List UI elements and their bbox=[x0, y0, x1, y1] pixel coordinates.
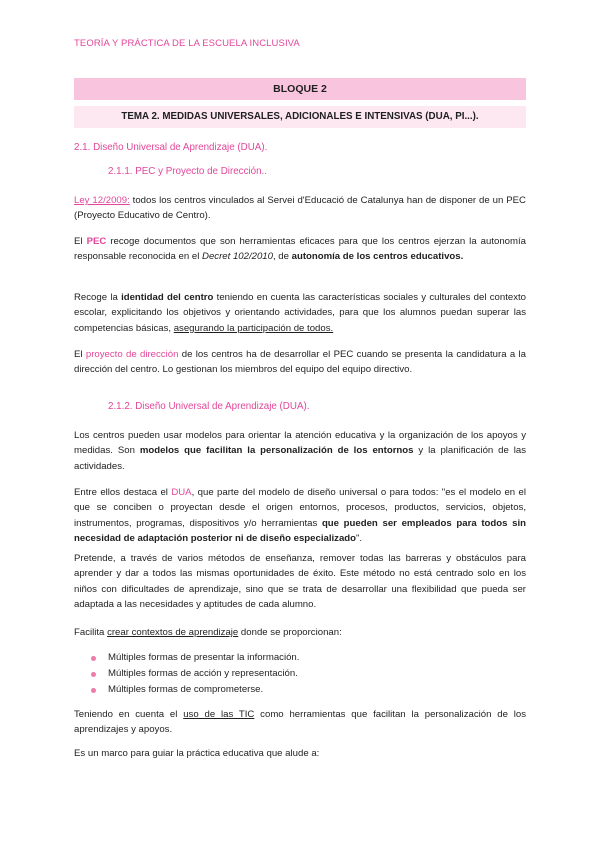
list-item-text: Múltiples formas de acción y representación. bbox=[108, 668, 298, 679]
underlined-text: asegurando la participación de todos. bbox=[173, 322, 334, 334]
list-item-text: Múltiples formas de comprometerse. bbox=[108, 684, 264, 695]
paragraph-ley bbox=[74, 193, 526, 224]
bold-text: que pueden ser empleados para todos sin necesidad de adaptación posterior ni de diseño especializado bbox=[74, 517, 527, 545]
pec-term: PEC bbox=[86, 236, 107, 247]
section-heading-2-1-1: 2.1.1. PEC y Proyecto de Dirección.. bbox=[108, 166, 267, 177]
topic-title: TEMA 2. MEDIDAS UNIVERSALES, ADICIONALES E INTENSIVAS (DUA, PI...). bbox=[74, 106, 526, 128]
paragraph-text: y la planificación de las actividades. bbox=[74, 445, 526, 472]
paragraph-pretende: Pretende, a través de varios métodos de enseñanza, remover todas las barreras y obstáculos para aprender y dar a todos las mismas oportunidades de éxito. Este método no está centrado solo en los niños con dificultades de aprendizaje, sino que se trata de desarrollar una flexibilidad que pueda ser adaptada a las necesidades y aptitudes de cada alumno. bbox=[74, 553, 526, 611]
underlined-text: crear contextos de aprendizaje bbox=[107, 627, 239, 638]
paragraph-tic bbox=[74, 707, 526, 738]
block-title: BLOQUE 2 bbox=[74, 78, 526, 100]
list-item bbox=[74, 650, 526, 666]
paragraph-text: Entre ellos destaca el bbox=[74, 487, 172, 498]
paragraph-text: El bbox=[74, 349, 86, 360]
pink-term: proyecto de dirección bbox=[85, 349, 179, 360]
paragraph-identidad bbox=[74, 290, 526, 336]
pink-term: DUA bbox=[171, 487, 192, 498]
bullet-icon bbox=[91, 688, 96, 693]
law-link[interactable]: Ley 12/2009: bbox=[74, 195, 130, 206]
paragraph-text: Recoge la bbox=[74, 292, 122, 303]
paragraph-text: El bbox=[74, 236, 87, 247]
section-heading-2-1: 2.1. Diseño Universal de Aprendizaje (DUA). bbox=[74, 142, 268, 153]
bold-text: autonomía de los centros educativos. bbox=[291, 251, 464, 263]
paragraph-facilita bbox=[74, 625, 526, 640]
bold-text: modelos que facilitan la personalización de los entornos bbox=[139, 445, 414, 457]
paragraph-pec bbox=[74, 234, 526, 265]
paragraph-text: ". bbox=[356, 533, 363, 545]
decret-reference: Decret 102/2010 bbox=[202, 251, 273, 263]
bullet-list bbox=[74, 650, 526, 698]
running-header: TEORÍA Y PRÁCTICA DE LA ESCUELA INCLUSIVA bbox=[74, 38, 300, 49]
list-item-text: Múltiples formas de presentar la información. bbox=[108, 652, 300, 663]
list-item bbox=[74, 682, 526, 698]
paragraph-text: de los centros ha de desarrollar el PEC cuando se presenta la candidatura a la dirección del centro. Lo gestionan los miembros del equipo del equipo directivo. bbox=[74, 349, 526, 376]
paragraph-text: , que parte del modelo de diseño universal o para todos: "es el modelo en el que se conciben o proyectan desde el origen entornos, procesos, productos, servicios, objetos, instrumentos, programas, dispositivos y/o herramientas bbox=[74, 487, 526, 529]
paragraph-text: todos los centros vinculados al Servei d'Educació de Catalunya han de disponer de un PEC (Proyecto Educativo de Centro). bbox=[74, 195, 526, 222]
bullet-icon bbox=[91, 656, 96, 661]
list-item bbox=[74, 666, 526, 682]
bold-text: identidad del centro bbox=[121, 292, 214, 303]
paragraph-text: donde se proporcionan: bbox=[238, 627, 342, 638]
paragraph-text: como herramientas que facilitan la personalización de los aprendizajes y apoyos. bbox=[74, 709, 527, 736]
paragraph-text: Los centros pueden usar modelos para orientar la atención educativa y la organización de los apoyos y medidas. Son bbox=[74, 430, 526, 457]
paragraph-text: Facilita bbox=[74, 627, 108, 638]
section-heading-2-1-2: 2.1.2. Diseño Universal de Aprendizaje (DUA). bbox=[108, 401, 310, 412]
underlined-text: uso de las TIC bbox=[183, 709, 255, 720]
paragraph-text: Teniendo en cuenta el bbox=[74, 709, 184, 720]
bullet-icon bbox=[91, 672, 96, 677]
paragraph-modelos bbox=[74, 428, 526, 474]
paragraph-proyecto-direccion bbox=[74, 347, 526, 378]
paragraph-text: recoge documentos que son herramientas eficaces para que los centros ejerzan la autonomía responsable reconocida en el bbox=[74, 236, 527, 263]
paragraph-dua bbox=[74, 485, 526, 547]
paragraph-text: , de bbox=[272, 251, 292, 263]
paragraph-text: teniendo en cuenta las características sociales y culturales del contexto escolar, explicitando los objetivos y orientando actividades, para que los alumnos puedan superar las competencias básicas, bbox=[74, 292, 526, 334]
paragraph-marco: Es un marco para guiar la práctica educativa que alude a: bbox=[74, 748, 320, 759]
